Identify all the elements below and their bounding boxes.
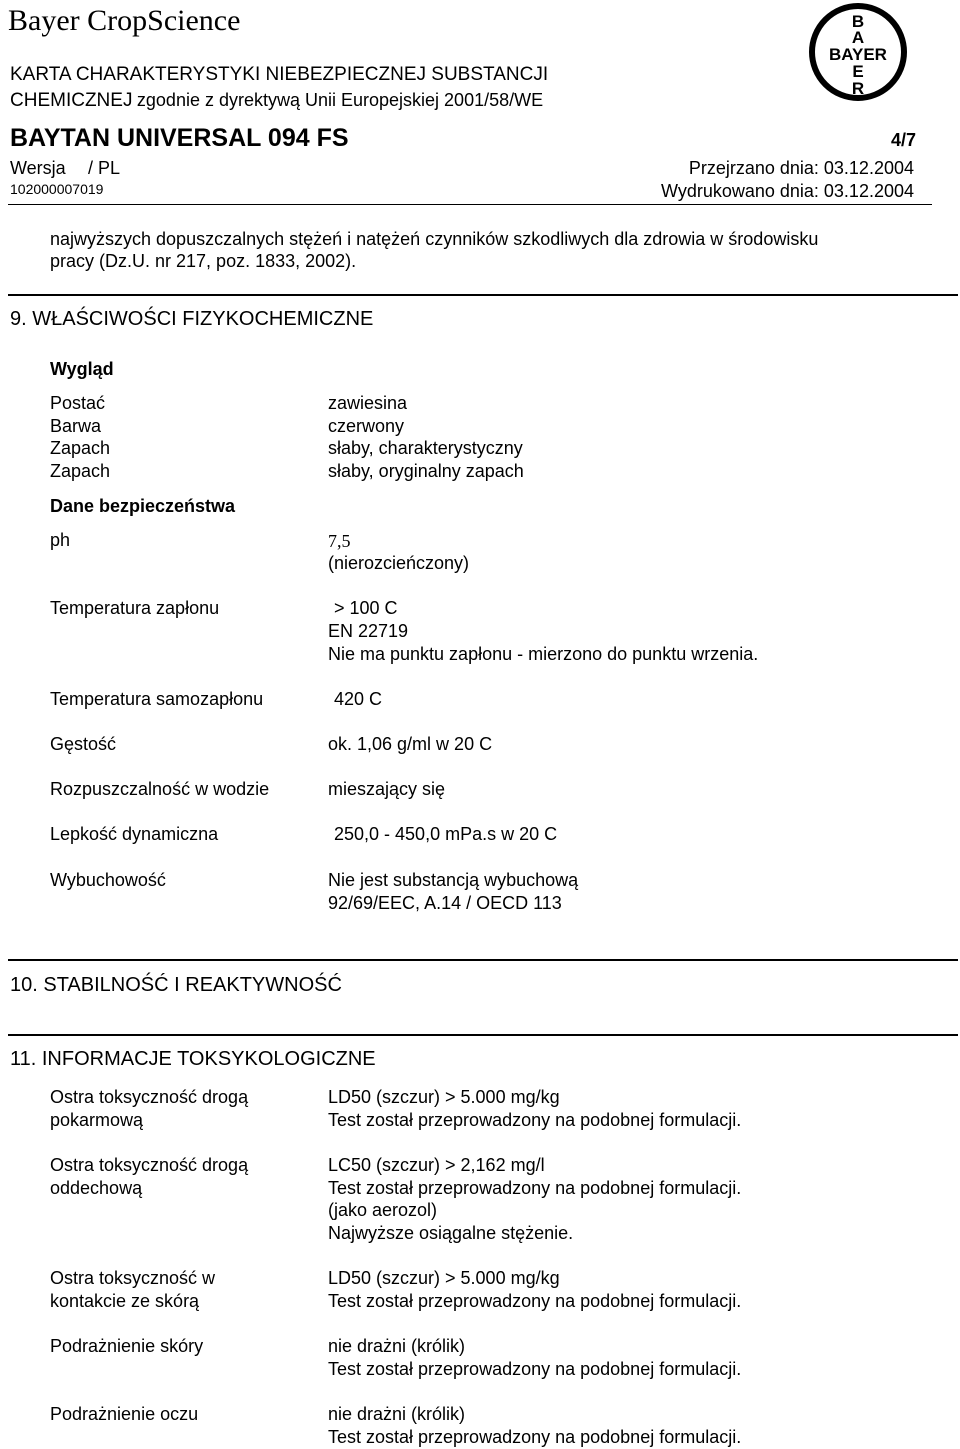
odor-label-2: Zapach xyxy=(50,461,111,481)
dermal-toxicity-note: Test został przeprowadzony na podobnej formulacji. xyxy=(328,1291,742,1311)
density-label: Gęstość xyxy=(50,734,117,754)
dermal-toxicity-label-2: kontakcie ze skórą xyxy=(50,1291,200,1311)
density-value: ok. 1,06 g/ml w 20 C xyxy=(328,734,493,754)
color-value: czerwony xyxy=(328,416,405,436)
intro-line1: najwyższych dopuszczalnych stężeń i natężeń czynników szkodliwych dla zdrowia w środowisku xyxy=(50,229,819,249)
form-label: Postać xyxy=(50,393,106,413)
section9-divider xyxy=(8,294,958,296)
ph-note: (nierozcieńczony) xyxy=(328,553,470,573)
logo-letter-e: E xyxy=(852,62,864,81)
inhalation-toxicity-note: Test został przeprowadzony na podobnej formulacji. xyxy=(328,1178,742,1198)
oral-toxicity-value: LD50 (szczur) > 5.000 mg/kg xyxy=(328,1087,560,1107)
odor-value-2: słaby, oryginalny zapach xyxy=(328,461,524,481)
flash-point-value: > 100 C xyxy=(334,598,398,618)
section11-title: 11. INFORMACJE TOKSYKOLOGICZNE xyxy=(10,1048,376,1070)
logo-letter-b: B xyxy=(851,12,865,31)
inhalation-toxicity-value: LC50 (szczur) > 2,162 mg/l xyxy=(328,1155,545,1175)
ph-label: ph xyxy=(50,530,71,550)
dermal-toxicity-label-1: Ostra toksyczność w xyxy=(50,1268,216,1288)
safety-data-heading: Dane bezpieczeństwa xyxy=(50,496,236,516)
version-label: Wersja xyxy=(10,158,66,178)
skin-irritation-label: Podrażnienie skóry xyxy=(50,1336,204,1356)
explosive-value: Nie jest substancją wybuchową xyxy=(328,870,579,890)
eye-irritation-note: Test został przeprowadzony na podobnej formulacji. xyxy=(328,1427,742,1447)
solubility-value: mieszający się xyxy=(328,779,446,799)
section10-title: 10. STABILNOŚĆ I REAKTYWNOŚĆ xyxy=(10,974,342,996)
document-title-main: CHEMICZNEJ xyxy=(10,90,133,111)
flash-point-label: Temperatura zapłonu xyxy=(50,598,220,618)
ph-value: 7,5 xyxy=(328,531,351,551)
section11-divider xyxy=(8,1034,958,1036)
oral-toxicity-note: Test został przeprowadzony na podobnej formulacji. xyxy=(328,1110,742,1130)
color-label: Barwa xyxy=(50,416,102,436)
flash-point-method: EN 22719 xyxy=(328,621,409,641)
logo-letter-a: A xyxy=(851,28,865,47)
logo-letter-r: R xyxy=(851,79,865,98)
odor-value: słaby, charakterystyczny xyxy=(328,438,523,458)
document-title-rest: zgodnie z dyrektywą Unii Europejskiej 2001/58/WE xyxy=(136,90,544,110)
autoignition-label: Temperatura samozapłonu xyxy=(50,689,264,709)
header-divider xyxy=(8,204,932,205)
section10-divider xyxy=(8,959,958,961)
company-name: Bayer CropScience xyxy=(8,4,241,37)
skin-irritation-value: nie drażni (królik) xyxy=(328,1336,466,1356)
appearance-heading: Wygląd xyxy=(50,359,114,379)
eye-irritation-value: nie drażni (królik) xyxy=(328,1404,466,1424)
section9-title: 9. WŁAŚCIWOŚCI FIZYKOCHEMICZNE xyxy=(10,308,374,330)
viscosity-value: 250,0 - 450,0 mPa.s w 20 C xyxy=(334,824,558,844)
revision-date: Przejrzano dnia: 03.12.2004 xyxy=(688,158,914,178)
inhalation-toxicity-concentration: Najwyższe osiągalne stężenie. xyxy=(328,1223,574,1243)
page-number: 4/7 xyxy=(890,130,916,150)
product-code: 102000007019 xyxy=(10,181,104,197)
oral-toxicity-label-1: Ostra toksyczność drogą xyxy=(50,1087,249,1107)
dermal-toxicity-value: LD50 (szczur) > 5.000 mg/kg xyxy=(328,1268,560,1288)
language-label: / PL xyxy=(88,158,121,178)
document-title-line1: KARTA CHARAKTERYSTYKI NIEBEZPIECZNEJ SUBSTANCJI xyxy=(10,64,549,85)
oral-toxicity-label-2: pokarmową xyxy=(50,1110,144,1130)
explosive-method: 92/69/EEC, A.14 / OECD 113 xyxy=(328,893,562,913)
logo-text: BAYER xyxy=(829,45,887,64)
flash-point-note: Nie ma punktu zapłonu - mierzono do punktu wrzenia. xyxy=(328,644,759,664)
print-date: Wydrukowano dnia: 03.12.2004 xyxy=(660,181,914,201)
autoignition-value: 420 C xyxy=(334,689,383,709)
form-value: zawiesina xyxy=(328,393,408,413)
odor-label: Zapach xyxy=(50,438,111,458)
explosive-label: Wybuchowość xyxy=(50,870,166,890)
intro-line2: pracy (Dz.U. nr 217, poz. 1833, 2002). xyxy=(50,251,357,271)
solubility-label: Rozpuszczalność w wodzie xyxy=(50,779,270,799)
viscosity-label: Lepkość dynamiczna xyxy=(50,824,219,844)
document-title-line2 xyxy=(10,90,543,112)
eye-irritation-label: Podrażnienie oczu xyxy=(50,1404,199,1424)
inhalation-toxicity-form: (jako aerozol) xyxy=(328,1200,438,1220)
product-name: BAYTAN UNIVERSAL 094 FS xyxy=(10,124,349,152)
skin-irritation-note: Test został przeprowadzony na podobnej formulacji. xyxy=(328,1359,742,1379)
inhalation-toxicity-label-1: Ostra toksyczność drogą xyxy=(50,1155,249,1175)
inhalation-toxicity-label-2: oddechową xyxy=(50,1178,143,1198)
bayer-logo xyxy=(808,2,908,102)
